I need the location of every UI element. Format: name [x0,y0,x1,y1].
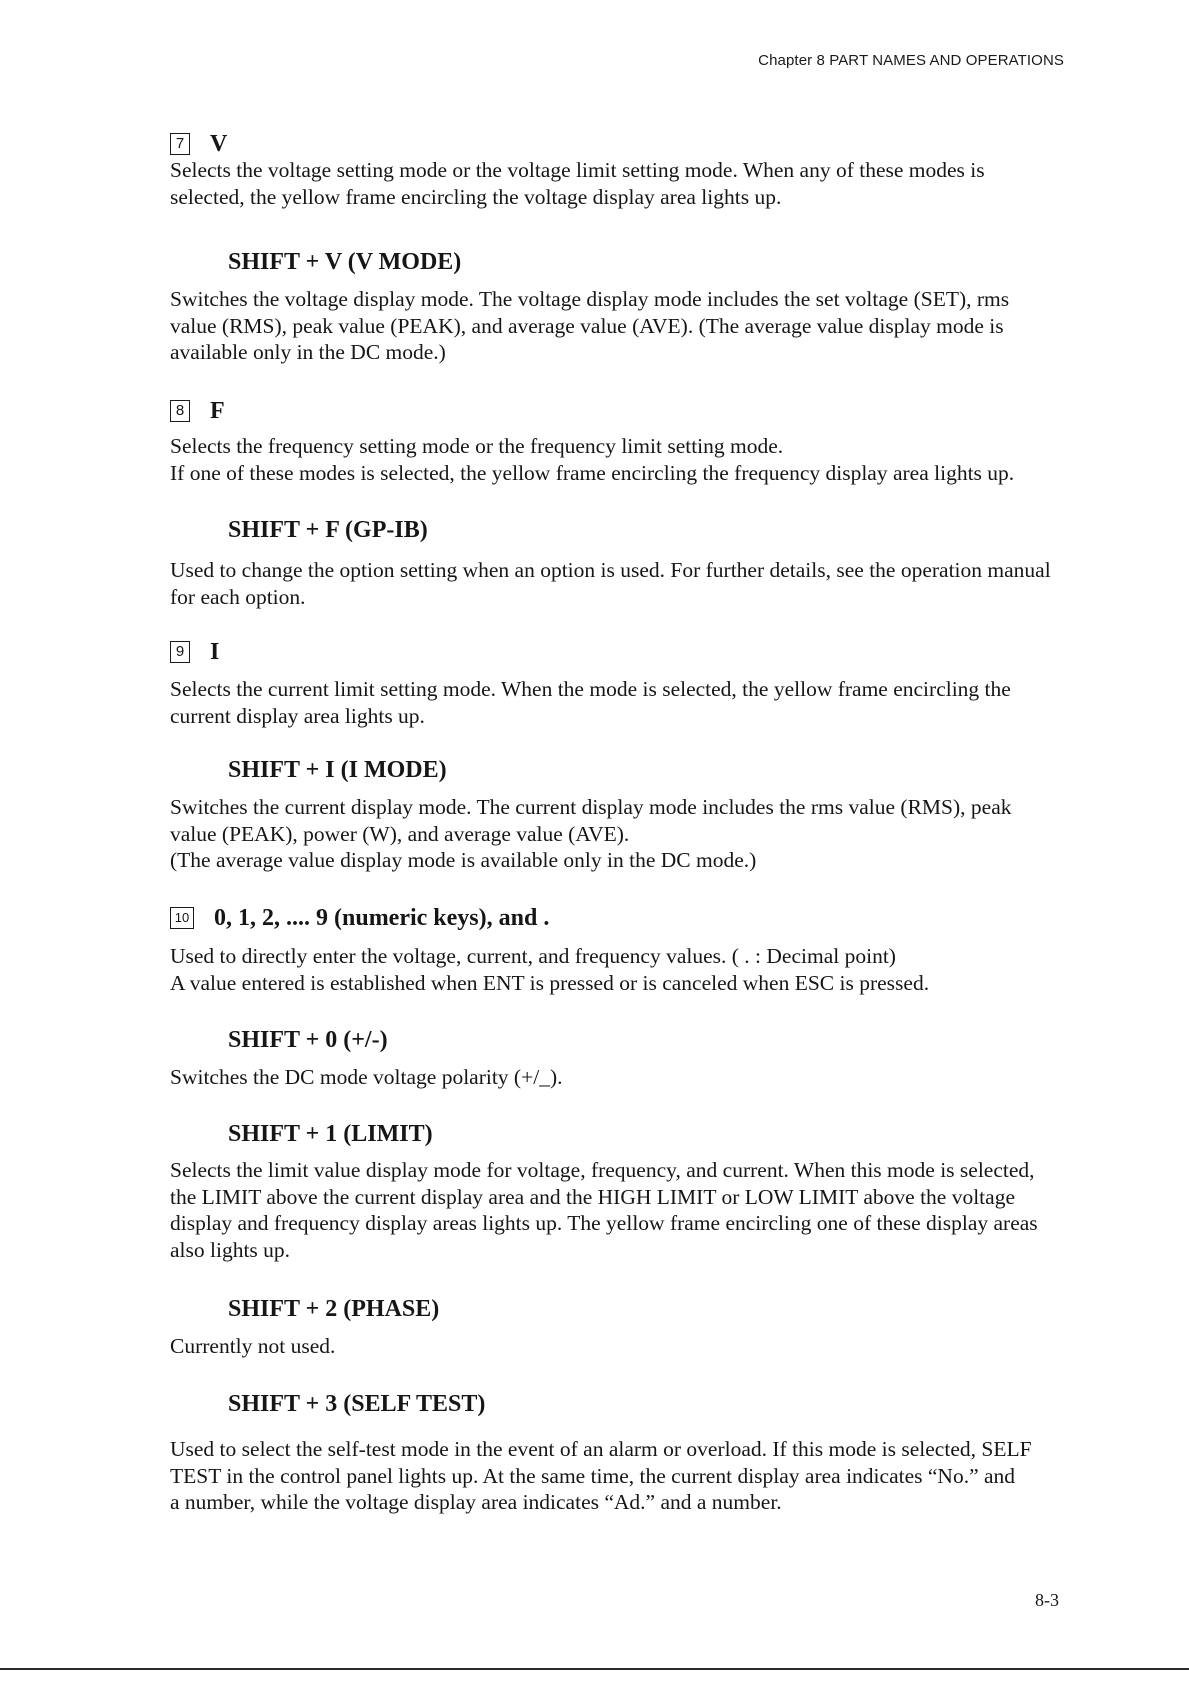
item-description: Selects the voltage setting mode or the voltage limit setting mode. When any of these modes is selected, the yellow frame encircling the voltage display area lights up. [170,158,985,209]
item-description: Selects the frequency setting mode or the frequency limit setting mode. If one of these modes is selected, the yellow frame encircling the frequency display area lights up. [170,434,1015,485]
shift-description: Used to select the self-test mode in the event of an alarm or overload. If this mode is selected, SELF TEST in the control panel lights up. At the same time, the current display area indicates “No.” and a number, while the voltage display area indicates “Ad.” and a number. [170,1437,1032,1514]
shift-heading: SHIFT + I (I MODE) [228,757,447,783]
key-number-box: 7 [170,133,190,155]
shift-description: Switches the DC mode voltage polarity (+/_). [170,1065,563,1089]
item-title: I [210,638,220,665]
shift-heading: SHIFT + 2 (PHASE) [228,1296,440,1322]
key-number-box: 9 [170,641,190,663]
item-title: F [210,397,225,424]
key-number-box: 8 [170,400,190,422]
shift-description: Selects the limit value display mode for voltage, frequency, and current. When this mode is selected, the LIMIT above the current display area and the HIGH LIMIT or LOW LIMIT above the voltage display and frequency display areas lights up. The yellow frame encircling one of these display areas also lights up. [170,1158,1038,1262]
key-number-box: 10 [170,907,194,929]
item-title: 0, 1, 2, .... 9 (numeric keys), and . [214,904,550,931]
shift-heading: SHIFT + F (GP-IB) [228,517,428,543]
item-heading-numeric-keys [170,904,549,932]
shift-description: Used to change the option setting when an option is used. For further details, see the operation manual for each option. [170,558,1051,609]
item-title: V [210,130,228,157]
item-heading-i [170,638,219,666]
shift-heading: SHIFT + 0 (+/-) [228,1027,388,1053]
running-header: Chapter 8 PART NAMES AND OPERATIONS [758,52,1064,69]
shift-description: Currently not used. [170,1334,336,1358]
shift-description: Switches the voltage display mode. The voltage display mode includes the set voltage (SET), rms value (RMS), peak value (PEAK), and average value (AVE). (The average value display mode is available only in the DC mode.) [170,287,1010,364]
shift-heading: SHIFT + V (V MODE) [228,249,462,275]
shift-heading: SHIFT + 3 (SELF TEST) [228,1391,486,1417]
page-number: 8-3 [1035,1590,1059,1610]
shift-description: Switches the current display mode. The current display mode includes the rms value (RMS), peak value (PEAK), power (W), and average value (AVE). (The average value display mode is available only in the DC mode.) [170,795,1012,872]
item-description: Selects the current limit setting mode. When the mode is selected, the yellow frame encircling the current display area lights up. [170,677,1011,728]
shift-heading: SHIFT + 1 (LIMIT) [228,1121,433,1147]
item-description: Used to directly enter the voltage, current, and frequency values. ( . : Decimal point) A value entered is established when ENT is pressed or is canceled when ESC is pressed. [170,944,930,995]
bottom-rule [0,1668,1189,1670]
item-heading-f [170,397,225,425]
item-heading-v [170,130,227,158]
